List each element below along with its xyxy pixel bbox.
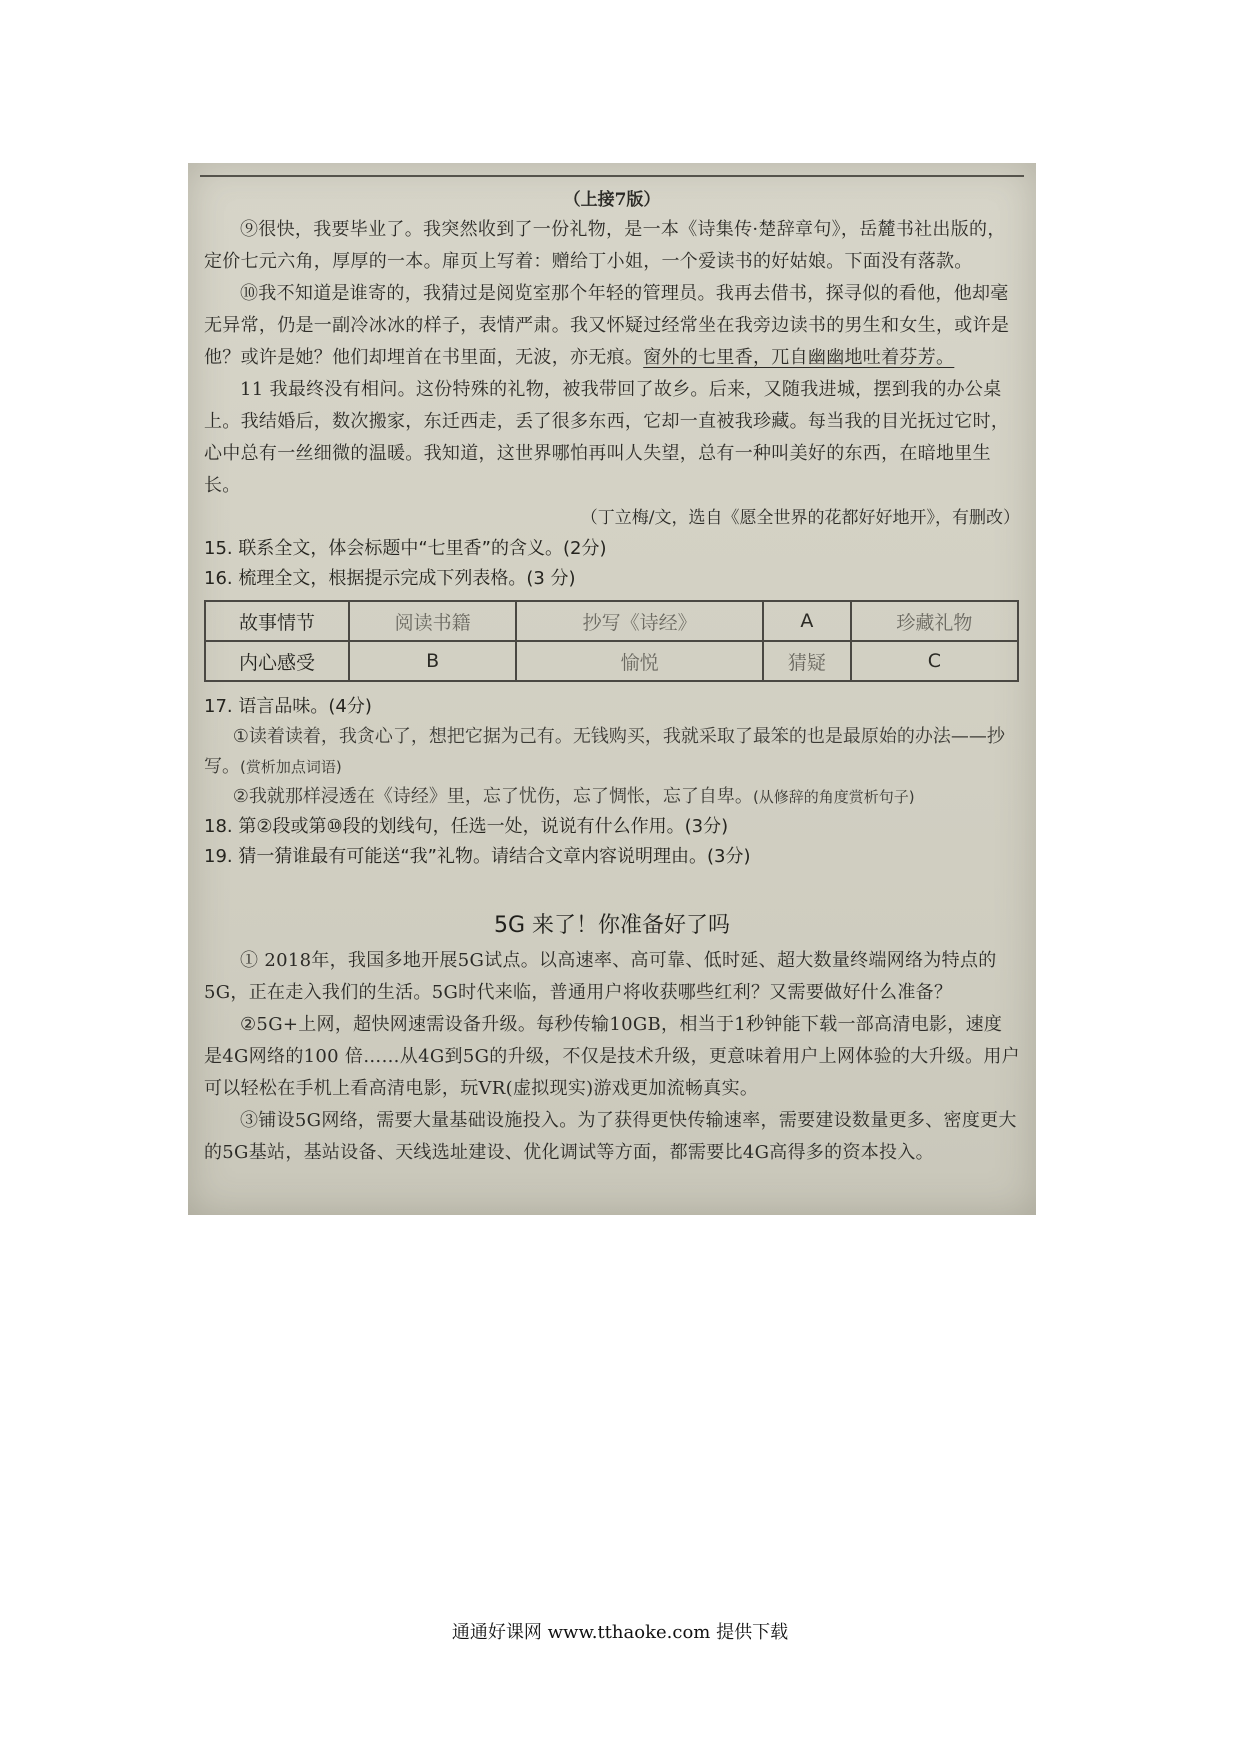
question-17: 17. 语言品味。(4分) [204,696,372,717]
paragraph-10-underlined: 窗外的七里香，兀自幽幽地吐着芬芳。 [643,347,955,368]
table-cell: A [763,601,851,641]
continued-label: （上接7版） [563,190,661,210]
scanned-page-photo [188,163,1036,1215]
question-17-2 [204,782,1020,812]
article-2-paragraph-3: ③铺设5G网络，需要大量基础设施投入。为了获得更快传输速率，需要建设数量更多、密度更大的5G基站，基站设备、天线选址建设、优化调试等方面，都需要比4G高得多的资本投入。 [204,1110,1017,1163]
table-cell: 珍藏礼物 [851,601,1018,641]
question-18: 18. 第②段或第⑩段的划线句，任选一处，说说有什么作用。(3分) [204,816,729,837]
table-cell: 阅读书籍 [349,601,516,641]
question-19: 19. 猜一猜谁最有可能送“我”礼物。请结合文章内容说明理由。(3分) [204,846,751,867]
article-2-paragraph-1: ① 2018年，我国多地开展5G试点。以高速率、高可靠、低时延、超大数量终端网络为特点的5G，正在走入我们的生活。5G时代来临，普通用户将收获哪些红利？又需要做好什么准备？ [204,950,997,1003]
table-cell: B [349,641,516,681]
article-2-title: 5G 来了！你准备好了吗 [493,913,731,938]
table-cell: C [851,641,1018,681]
paragraph-10 [204,278,1020,374]
paragraph-10-text: ⑩我不知道是谁寄的，我猜过是阅览室那个年轻的管理员。我再去借书，探寻似的看他，他却毫无异常，仍是一副冷冰冰的样子，表情严肃。我又怀疑过经常坐在我旁边读书的男生和女生，或许是他？或许是她？他们却埋首在书里面，无波，亦无痕。 [204,283,1010,368]
table-cell: 内心感受 [205,641,349,681]
source-citation: （丁立梅/文，选自《愿全世界的花都好好地开》，有删改） [580,508,1020,528]
table-row [205,601,1018,641]
table-row [205,641,1018,681]
table-cell: 愉悦 [516,641,763,681]
question-17-1-note: (赏析加点词语) [240,758,342,776]
question-17-2-note: (从修辞的角度赏析句子) [752,788,915,806]
plot-table [204,600,1019,682]
paragraph-9: ⑨很快，我要毕业了。我突然收到了一份礼物，是一本《诗集传·楚辞章句》，岳麓书社出版的，定价七元六角，厚厚的一本。扉页上写着：赠给丁小姐，一个爱读书的好姑娘。下面没有落款。 [204,219,1006,272]
question-17-1 [204,722,1020,782]
paragraph-11: 11 我最终没有相问。这份特殊的礼物，被我带回了故乡。后来，又随我进城，摆到我的办公桌上。我结婚后，数次搬家，东迁西走，丢了很多东西，它却一直被我珍藏。每当我的目光抚过它时，心中总有一丝细微的温暖。我知道，这世界哪怕再叫人失望，总有一种叫美好的东西，在暗地里生长。 [204,379,1010,496]
table-cell: 猜疑 [763,641,851,681]
article-2-paragraph-2: ②5G+上网，超快网速需设备升级。每秒传输10GB，相当于1秒钟能下载一部高清电影，速度是4G网络的100 倍……从4G到5G的升级，不仅是技术升级，更意味着用户上网体验的大升级。用户可以轻松在手机上看高清电影，玩VR(虚拟现实)游戏更加流畅真实。 [204,1014,1020,1099]
question-16: 16. 梳理全文，根据提示完成下列表格。(3 分) [204,568,576,589]
top-rule [200,175,1024,177]
footer-credit: 通通好课网 www.tthaoke.com 提供下载 [451,1622,789,1643]
table-cell: 故事情节 [205,601,349,641]
question-17-2-text: ②我就那样浸透在《诗经》里，忘了忧伤，忘了惆怅，忘了自卑。 [232,786,753,807]
question-15: 15. 联系全文，体会标题中“七里香”的含义。(2分) [204,538,607,559]
table-cell: 抄写《诗经》 [516,601,763,641]
question-17-1-text: ①读着读着，我贪心了，想把它据为己有。无钱购买，我就采取了最笨的也是最原始的办法——抄写。 [204,726,1005,777]
